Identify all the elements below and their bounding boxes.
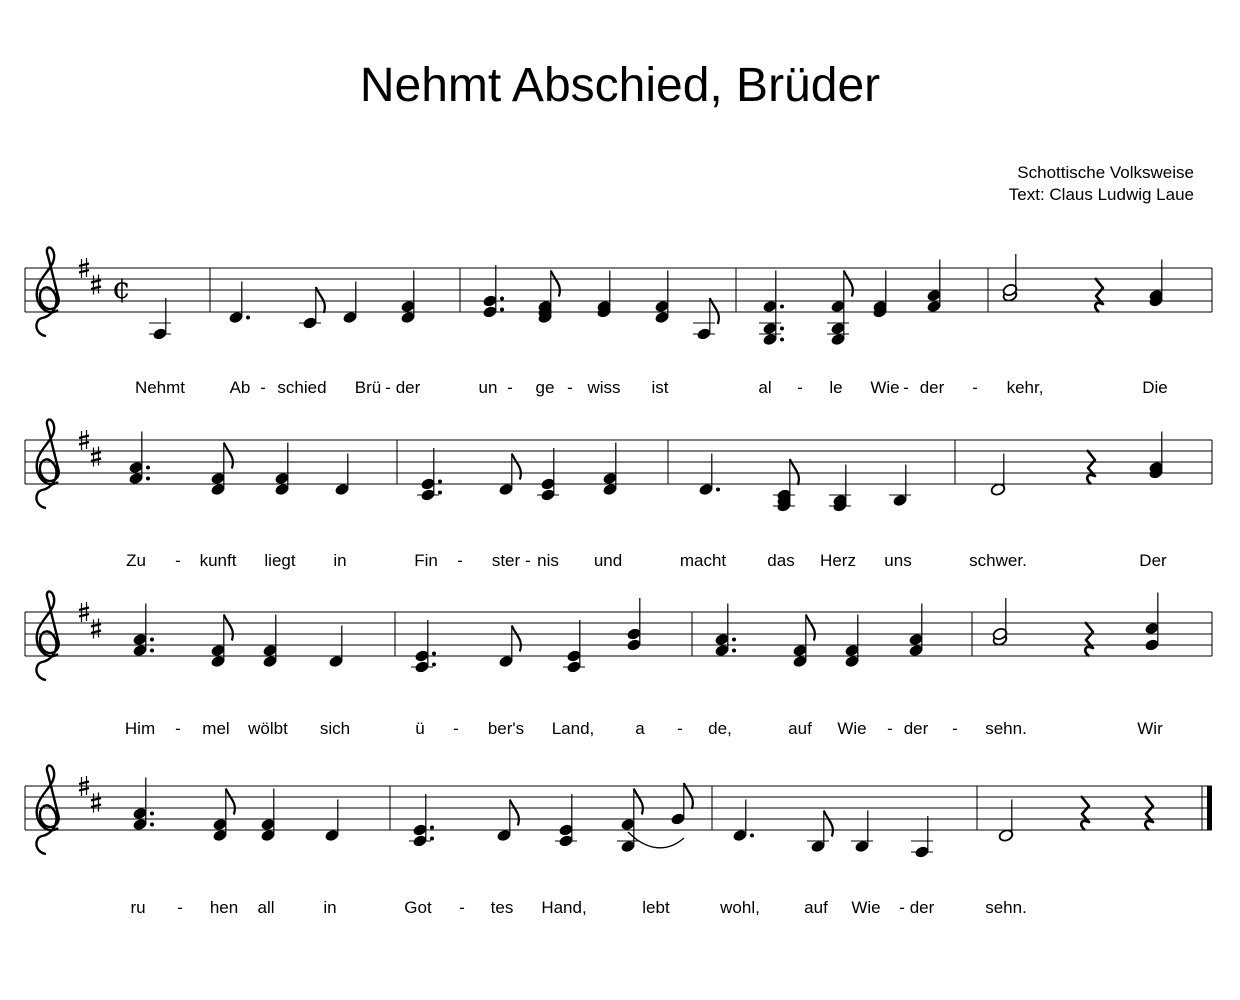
- note: [482, 265, 504, 319]
- lyric-syllable: -: [175, 551, 181, 570]
- song-title: Nehmt Abschied, Brüder: [359, 59, 881, 112]
- augmentation-dot: [150, 823, 154, 827]
- lyric-syllable: der: [919, 378, 945, 397]
- lyric-syllable: -: [677, 719, 683, 738]
- lyric-syllable: le: [829, 378, 843, 397]
- sharp-icon: [91, 447, 101, 467]
- note: [409, 794, 434, 848]
- lyric-syllable: schwer.: [969, 551, 1027, 570]
- staff-system: [25, 765, 1212, 917]
- note: [563, 620, 585, 674]
- lyric-syllable: Land,: [551, 719, 595, 738]
- eighth-flag: [512, 626, 521, 652]
- lyric-syllable: -: [525, 551, 531, 570]
- note: [872, 271, 888, 319]
- lyric-syllable: ster: [491, 551, 521, 570]
- quarter-rest-icon: [1145, 796, 1153, 830]
- augmentation-dot: [246, 316, 250, 320]
- augmentation-dot: [716, 488, 720, 492]
- note: [698, 454, 720, 497]
- augmentation-dot: [146, 466, 150, 470]
- note: [626, 598, 642, 652]
- augmentation-dot: [732, 649, 736, 653]
- slur: [628, 832, 684, 848]
- note: [732, 800, 754, 843]
- lyric-syllable: -: [177, 898, 183, 917]
- lyric-syllable: wiss: [587, 378, 621, 397]
- lyric-syllable: ru: [130, 898, 146, 917]
- staff-system: [25, 591, 1212, 738]
- lyric-syllable: wohl,: [720, 898, 760, 917]
- eighth-flag: [844, 271, 853, 297]
- note: [1002, 254, 1018, 302]
- note: [411, 620, 436, 674]
- augmentation-dot: [780, 305, 784, 309]
- staff-system: [25, 419, 1212, 570]
- lyric-syllable: -: [175, 719, 181, 738]
- note: [228, 282, 250, 325]
- note: [334, 454, 350, 497]
- lyric-syllable: -: [260, 378, 266, 397]
- augmentation-dot: [432, 663, 436, 667]
- lyric-syllable: nis: [537, 551, 559, 570]
- eighth-flag: [224, 443, 233, 469]
- augmentation-dot: [430, 837, 434, 841]
- lyric-syllable: lebt: [642, 898, 670, 917]
- note: [992, 598, 1008, 646]
- lyric-syllable: -: [952, 719, 958, 738]
- lyric-syllable: Herz: [820, 551, 856, 570]
- lyric-syllable: -: [797, 378, 803, 397]
- lyric-syllable: hen: [209, 898, 239, 917]
- note: [498, 454, 521, 497]
- lyric-syllable: Brü: [354, 378, 382, 397]
- note: [911, 816, 933, 859]
- augmentation-dot: [780, 327, 784, 331]
- lyric-syllable: liegt: [264, 551, 296, 570]
- lyric-syllable: sehn.: [985, 898, 1027, 917]
- note: [537, 448, 559, 502]
- lyric-syllable: -: [507, 378, 513, 397]
- sharp-icon: [91, 619, 101, 639]
- lyric-syllable: wölbt: [248, 719, 288, 738]
- lyric-syllable: Die: [1142, 378, 1168, 397]
- quarter-rest-icon: [1081, 796, 1089, 830]
- lyric-syllable: -: [903, 378, 909, 397]
- augmentation-dot: [780, 338, 784, 342]
- augmentation-dot: [750, 834, 754, 838]
- lyric-syllable: -: [385, 378, 391, 397]
- treble-clef-icon: [36, 591, 58, 680]
- augmentation-dot: [438, 491, 442, 495]
- eighth-flag: [510, 800, 519, 826]
- eighth-flag: [226, 789, 235, 815]
- lyric-syllable: -: [887, 719, 893, 738]
- lyric-syllable: -: [972, 378, 978, 397]
- eighth-flag: [634, 789, 643, 815]
- augmentation-dot: [150, 812, 154, 816]
- lyric-syllable: macht: [679, 551, 727, 570]
- treble-clef-icon: [36, 419, 58, 508]
- lyric-syllable: -: [453, 719, 459, 738]
- lyric-syllable: kunft: [199, 551, 237, 570]
- lyric-syllable: all: [257, 898, 275, 917]
- note: [324, 800, 340, 843]
- treble-clef-icon: [36, 247, 58, 336]
- note: [1148, 260, 1164, 308]
- augmentation-dot: [500, 297, 504, 301]
- lyric-syllable: Fin: [414, 551, 438, 570]
- lyric-syllable: de,: [708, 719, 732, 738]
- lyric-syllable: der: [903, 719, 929, 738]
- note: [496, 800, 519, 843]
- note: [851, 811, 873, 854]
- lyric-syllable: der: [909, 898, 935, 917]
- eighth-flag: [512, 454, 521, 480]
- lyric-syllable: ü: [415, 719, 425, 738]
- lyric-syllable: kehr,: [1006, 378, 1044, 397]
- note: [149, 298, 171, 341]
- lyric-syllable: Wir: [1137, 719, 1163, 738]
- lyric-syllable: Der: [1139, 551, 1167, 570]
- sharp-icon: [91, 275, 101, 295]
- note: [998, 800, 1014, 843]
- note: [829, 465, 851, 513]
- quarter-rest-icon: [1087, 450, 1095, 484]
- lyric-syllable: un: [478, 378, 498, 397]
- augmentation-dot: [500, 308, 504, 312]
- note: [1148, 432, 1164, 480]
- note: [990, 454, 1006, 497]
- composer-credit: Schottische Volksweise: [1017, 163, 1194, 182]
- note: [555, 794, 577, 848]
- final-barline-thick: [1207, 786, 1212, 830]
- lyric-syllable: auf: [804, 898, 828, 917]
- lyric-syllable: in: [323, 898, 337, 917]
- lyric-syllable: ber's: [487, 719, 525, 738]
- eighth-flag: [224, 615, 233, 641]
- lyric-syllable: Wie: [870, 378, 900, 397]
- augmentation-dot: [150, 638, 154, 642]
- quarter-rest-icon: [1085, 622, 1093, 656]
- lyric-syllable: das: [767, 551, 795, 570]
- quarter-rest-icon: [1095, 278, 1103, 312]
- lyric-syllable: und: [593, 551, 623, 570]
- lyric-syllable: Him: [124, 719, 156, 738]
- eighth-flag: [684, 783, 693, 809]
- eighth-flag: [551, 271, 560, 297]
- eighth-flag: [790, 459, 799, 485]
- lyric-syllable: mel: [202, 719, 230, 738]
- note: [773, 459, 799, 513]
- lyric-syllable: Ab: [229, 378, 251, 397]
- lyric-syllable: -: [567, 378, 573, 397]
- eighth-flag: [806, 615, 815, 641]
- augmentation-dot: [438, 480, 442, 484]
- treble-clef-icon: [36, 765, 58, 854]
- eighth-flag: [710, 298, 719, 324]
- lyric-syllable: tes: [490, 898, 514, 917]
- lyric-syllable: Zu: [126, 551, 146, 570]
- lyric-syllable: al: [758, 378, 772, 397]
- note: [807, 811, 833, 854]
- lyric-syllable: ge: [535, 378, 555, 397]
- note: [417, 448, 442, 502]
- lyric-syllable: -: [459, 898, 465, 917]
- lyric-syllable: auf: [788, 719, 812, 738]
- lyric-syllable: Wie: [837, 719, 867, 738]
- note: [693, 298, 719, 341]
- lyric-syllable: a: [635, 719, 645, 738]
- note: [299, 287, 325, 330]
- eighth-flag: [824, 811, 833, 837]
- augmentation-dot: [146, 477, 150, 481]
- note: [617, 789, 643, 854]
- note: [1144, 593, 1160, 652]
- lyric-syllable: -: [899, 898, 905, 917]
- note: [328, 626, 344, 669]
- lyric-syllable: der: [395, 378, 421, 397]
- lyric-syllable: Got: [404, 898, 432, 917]
- augmentation-dot: [432, 652, 436, 656]
- lyric-syllable: Nehmt: [134, 378, 186, 397]
- lyric-syllable: in: [333, 551, 347, 570]
- note: [759, 271, 784, 347]
- augmentation-dot: [430, 826, 434, 830]
- eighth-flag: [316, 287, 325, 313]
- lyric-syllable: ist: [651, 378, 669, 397]
- augmentation-dot: [732, 638, 736, 642]
- cut-time-icon: ¢: [112, 271, 132, 306]
- lyricist-credit: Text: Claus Ludwig Laue: [1008, 185, 1194, 204]
- lyric-syllable: sich: [319, 719, 351, 738]
- lyric-syllable: schied: [277, 378, 327, 397]
- lyric-syllable: uns: [884, 551, 912, 570]
- lyric-syllable: Hand,: [541, 898, 587, 917]
- staff-system: [25, 247, 1212, 397]
- note: [498, 626, 521, 669]
- note: [889, 465, 911, 508]
- note: [342, 282, 358, 325]
- augmentation-dot: [150, 649, 154, 653]
- lyric-syllable: -: [457, 551, 463, 570]
- note: [827, 271, 853, 347]
- lyric-syllable: sehn.: [985, 719, 1027, 738]
- note: [596, 271, 612, 319]
- sharp-icon: [91, 793, 101, 813]
- lyric-syllable: Wie: [851, 898, 881, 917]
